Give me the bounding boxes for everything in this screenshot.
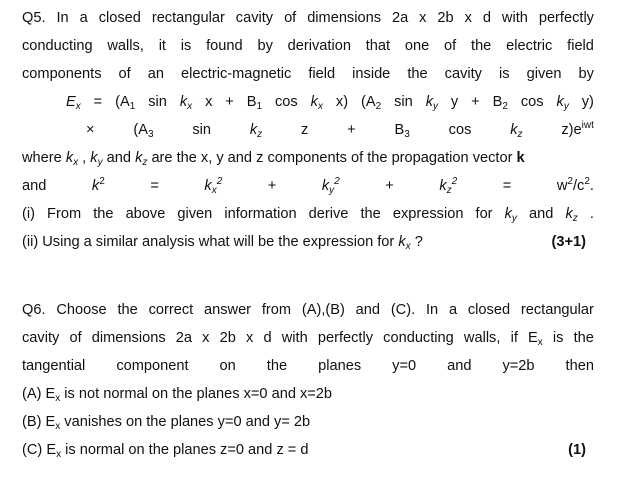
word: x: [246, 330, 254, 346]
word: one: [404, 38, 430, 54]
word: given: [526, 66, 562, 82]
word: perfectly: [538, 10, 594, 26]
q6-line-1: [22, 300, 594, 320]
and-word: and: [22, 178, 47, 194]
word: rectangular: [151, 10, 225, 26]
word: of: [284, 10, 297, 26]
word: above: [125, 206, 166, 222]
q6-line-2: [22, 328, 594, 348]
word: of: [444, 38, 457, 54]
word: y=2b: [502, 358, 535, 374]
word: d: [482, 10, 491, 26]
eq-sin-2: sin: [394, 94, 413, 110]
eq-plus-2: +: [471, 94, 480, 110]
eq-cos-1: cos: [275, 94, 298, 110]
word: 2a: [391, 10, 409, 26]
word: tangential: [22, 358, 86, 374]
q5-where-line: where $k_x$ , $k_y$ and $k_z$ are the x, y and z components of the propagation vector k: [22, 150, 525, 168]
word: components: [22, 66, 102, 82]
word: the: [407, 66, 428, 82]
word: In: [56, 10, 69, 26]
word: electric: [506, 38, 553, 54]
eq-z-1: z: [301, 122, 309, 138]
ky-symbol: $k_y$: [504, 206, 517, 224]
word: derivation: [287, 38, 351, 54]
word: of: [118, 66, 131, 82]
word: cavity: [235, 10, 274, 26]
eq-A3: ($A_3$: [133, 122, 154, 140]
word: In: [425, 302, 439, 318]
word: the: [573, 330, 594, 346]
eq-sin-3: sin: [192, 122, 212, 138]
word: if: [510, 330, 518, 346]
kx-squared: $k_x^2$: [204, 176, 223, 196]
plus-a: +: [267, 178, 277, 194]
word: conducting: [22, 38, 93, 54]
eq-equals: =: [93, 94, 103, 110]
word: that: [365, 38, 391, 54]
Ex-symbol: $E_x$: [528, 330, 543, 348]
word: with: [281, 330, 308, 346]
word: inside: [352, 66, 391, 82]
equation-line-2: [86, 120, 594, 140]
ky-squared: $k_y^2$: [321, 176, 340, 196]
eq-y-1: y: [450, 94, 459, 110]
q6-option-a: (A) $E_x$ is not normal on the planes x=0 and x=2b: [22, 386, 333, 404]
word: from: [261, 302, 292, 318]
word: walls,: [463, 330, 501, 346]
word: d: [263, 330, 272, 346]
q6-option-c: (C) $E_x$ is normal on the planes z=0 and z = d (1): [22, 442, 586, 460]
word: is: [499, 66, 510, 82]
eq-y-close: y): [581, 94, 594, 110]
word: Choose: [56, 302, 107, 318]
word: field: [567, 38, 594, 54]
word: x: [202, 330, 210, 346]
eq-ky-1: $k_y$: [425, 94, 438, 112]
eq-B1: $B_1$: [246, 94, 263, 112]
q5-dispersion-line: [22, 176, 594, 196]
word: correct: [148, 302, 194, 318]
equals-1: =: [150, 178, 159, 194]
q5-line-3: [22, 64, 594, 84]
word: rectangular: [520, 302, 594, 318]
word: walls,: [107, 38, 144, 54]
word: cavity: [22, 330, 60, 346]
q6-option-b: (B) $E_x$ vanishes on the planes y=0 and y= 2b: [22, 414, 311, 432]
eq-times: ×: [86, 122, 95, 138]
word: expression: [392, 206, 464, 222]
word: 2a: [175, 330, 193, 346]
eq-exp: $z)e^{iwt}$: [561, 120, 594, 138]
word: cavity: [444, 66, 482, 82]
eq-plus-3: +: [347, 122, 356, 138]
word: x: [419, 10, 427, 26]
word: component: [116, 358, 189, 374]
word: closed: [98, 10, 141, 26]
word: perfectly: [317, 330, 374, 346]
word: (C).: [390, 302, 416, 318]
word: the: [360, 206, 381, 222]
word: y=0: [392, 358, 417, 374]
word: a: [448, 302, 458, 318]
word: 2b: [437, 10, 454, 26]
word: on: [219, 358, 236, 374]
eq-B2: $B_2$: [492, 94, 508, 112]
eq-cos-3: cos: [448, 122, 472, 138]
equation-line-1: [66, 92, 594, 112]
eq-ky-2: $k_y$: [556, 94, 569, 112]
eq-kz-2: $k_z$: [510, 122, 523, 140]
k-squared: $k^2$: [91, 176, 105, 194]
word: (i): [22, 206, 35, 222]
word: of: [69, 330, 82, 346]
word: by: [578, 66, 594, 82]
word: found: [206, 38, 243, 54]
word: and: [447, 358, 472, 374]
eq-x-1: x: [205, 94, 213, 110]
word: the: [471, 38, 492, 54]
word: .: [589, 206, 594, 222]
eq-cos-2: cos: [520, 94, 544, 110]
word: planes: [318, 358, 362, 374]
eq-A2: ($A_2$: [361, 94, 382, 112]
word: (A),(B): [301, 302, 345, 318]
word: by: [257, 38, 273, 54]
word: and: [355, 302, 380, 318]
q5-part-ii: (ii) Using a similar analysis what will be the expression for $k_x$ ? (3+1): [22, 234, 586, 252]
word: Q6.: [22, 302, 46, 318]
eq-Ex: $E_x$: [66, 94, 81, 112]
eq-x-close: x): [335, 94, 349, 110]
eq-kx-1: $k_x$: [179, 94, 193, 112]
eq-kz-1: $k_z$: [249, 122, 263, 140]
word: field: [308, 66, 336, 82]
eq-kx-2: $k_x$: [310, 94, 323, 112]
word: given: [177, 206, 213, 222]
word: the: [93, 206, 114, 222]
eq-B3: $B_3$: [394, 122, 410, 140]
word: Q5.: [22, 10, 46, 26]
word: with: [501, 10, 528, 26]
word: then: [565, 358, 594, 374]
q5-marks: (3+1): [551, 234, 586, 250]
q6-line-3: [22, 356, 594, 376]
word: is: [552, 330, 564, 346]
equals-2: =: [502, 178, 512, 194]
q5-line-2: [22, 36, 594, 56]
word: conducting: [383, 330, 454, 346]
word: a: [79, 10, 88, 26]
word: x: [464, 10, 472, 26]
kz-symbol: $k_z$: [565, 206, 578, 224]
word: the: [266, 358, 288, 374]
word: dimensions: [307, 10, 382, 26]
word: it: [158, 38, 166, 54]
eq-plus-1: +: [225, 94, 234, 110]
q5-line-1: [22, 8, 594, 28]
word: an: [147, 66, 164, 82]
word: answer: [204, 302, 252, 318]
word: the: [117, 302, 138, 318]
q6-marks: (1): [568, 442, 586, 458]
word: closed: [467, 302, 511, 318]
word: for: [475, 206, 493, 222]
word: and: [529, 206, 554, 222]
word: From: [47, 206, 82, 222]
eq-A1: ($A_1$: [115, 94, 136, 112]
word: 2b: [219, 330, 236, 346]
plus-b: +: [385, 178, 394, 194]
word: electric-magnetic: [181, 66, 292, 82]
q5-part-i: [22, 204, 594, 224]
word: derive: [308, 206, 349, 222]
word: information: [224, 206, 297, 222]
kz-squared: $k_z^2$: [439, 176, 458, 196]
word: is: [180, 38, 192, 54]
word: dimensions: [91, 330, 166, 346]
eq-sin-1: sin: [148, 94, 167, 110]
w-over-c: $w^2/c^2$.: [556, 176, 594, 194]
